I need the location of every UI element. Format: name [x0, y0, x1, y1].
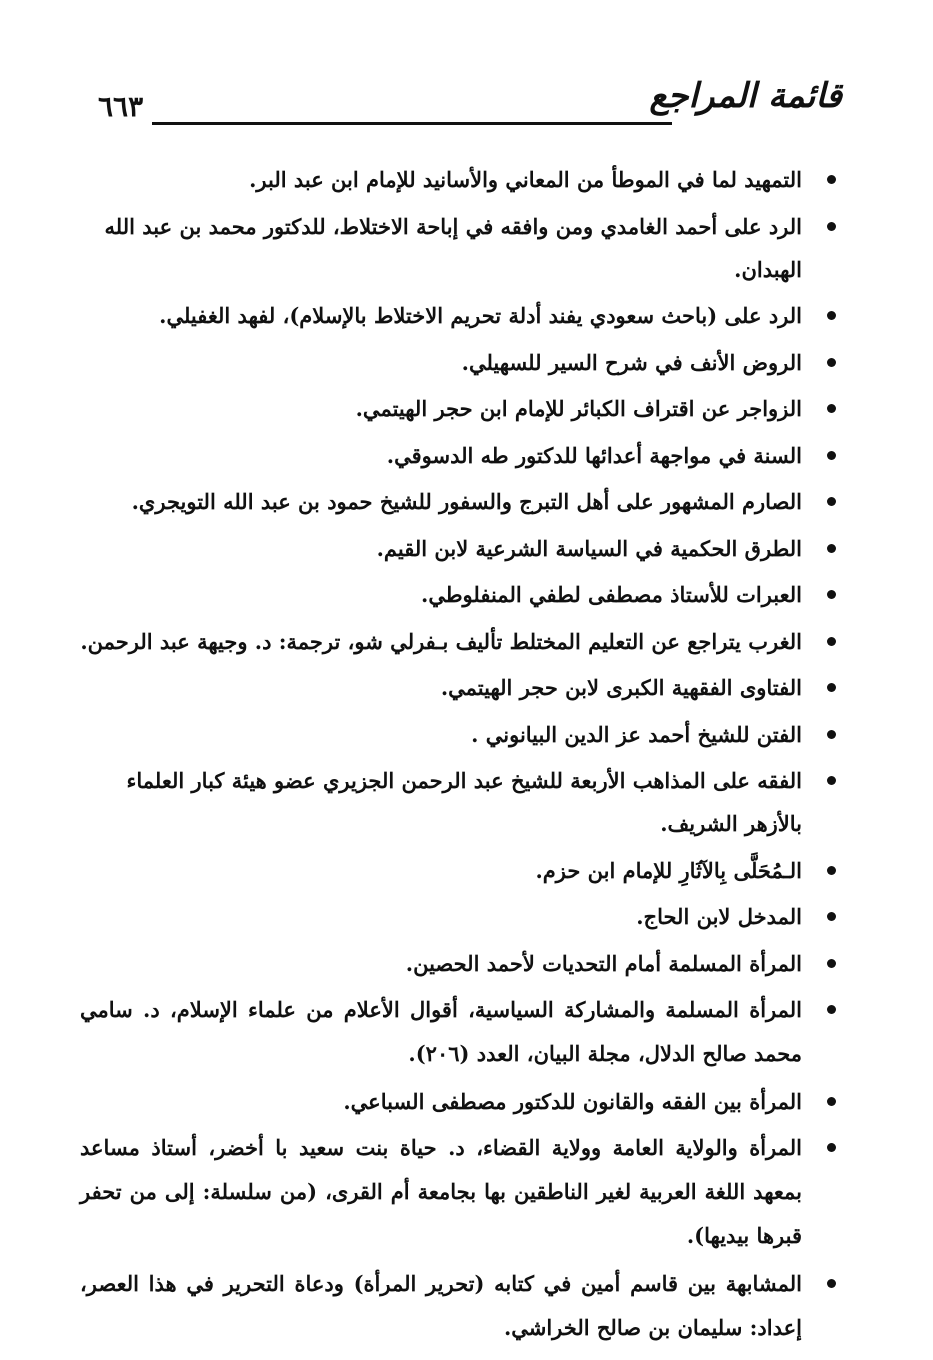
reference-item — [80, 205, 840, 291]
reference-text: الصارم المشهور على أهل التبرج والسفور للشيخ حمود بن عبد الله التويجري. — [131, 489, 802, 514]
reference-item — [80, 341, 840, 384]
bullet-icon — [827, 683, 836, 692]
reference-text: السنة في مواجهة أعدائها للدكتور طه الدسوقي. — [386, 442, 802, 468]
bullet-icon — [827, 637, 836, 646]
bullet-icon — [827, 1143, 836, 1152]
header-title: قائمة المراجع — [649, 76, 842, 116]
page-header — [90, 70, 842, 130]
reference-item — [80, 158, 840, 201]
bullet-icon — [827, 451, 836, 460]
bullet-icon — [827, 404, 836, 413]
reference-text: الروض الأنف في شرح السير للسهيلي. — [461, 349, 802, 375]
references-list — [80, 158, 840, 1353]
reference-item — [80, 527, 840, 570]
reference-text: الغرب يتراجع عن التعليم المختلط تأليف بـفرلي شو، ترجمة: د. وجيهة عبد الرحمن. — [80, 628, 802, 654]
reference-text: الطرق الحكمية في السياسة الشرعية لابن القيم. — [376, 535, 802, 561]
reference-text: الزواجر عن اقتراف الكبائر للإمام ابن حجر الهيتمي. — [355, 396, 802, 421]
reference-item — [80, 434, 840, 477]
bullet-icon — [827, 222, 836, 231]
reference-text: المدخل لابن الحاج. — [636, 904, 802, 929]
reference-item — [80, 294, 840, 337]
bullet-icon — [827, 1097, 836, 1106]
reference-text: التمهيد لما في الموطأ من المعاني والأسانيد للإمام ابن عبد البر. — [249, 167, 802, 192]
bullet-icon — [827, 776, 836, 785]
bullet-icon — [827, 959, 836, 968]
reference-text: المرأة المسلمة أمام التحديات لأحمد الحصين. — [405, 950, 802, 976]
reference-text: المشابهة بين قاسم أمين في كتابه (تحرير المرأة) ودعاة التحرير في هذا العصر، إعداد: سليمان بن صالح الخراشي. — [80, 1270, 802, 1340]
reference-text: المرأة والولاية العامة وولاية القضاء، د. حياة بنت سعيد با أخضر، أستاذ مساعد بمعهد اللغة العربية لغير الناطقين بها بجامعة أم القرى، (من سلسلة: إلى من تحفر قبرها بيديها). — [80, 1135, 802, 1248]
reference-item — [80, 988, 840, 1076]
reference-item — [80, 849, 840, 892]
bullet-icon — [827, 358, 836, 367]
reference-item — [80, 573, 840, 616]
bullet-icon — [827, 866, 836, 875]
reference-item — [80, 620, 840, 663]
reference-text: الـمُحَلَّى بِالآثَارِ للإمام ابن حزم. — [535, 857, 802, 883]
reference-text: المرأة بين الفقه والقانون للدكتور مصطفى السباعي. — [343, 1088, 802, 1114]
header-rule — [152, 122, 672, 125]
reference-text: العبرات للأستاذ مصطفى لطفي المنفلوطي. — [421, 582, 802, 607]
page-number: ٦٦٣ — [98, 90, 144, 123]
reference-text: الفتن للشيخ أحمد عز الدين البيانوني . — [471, 721, 802, 747]
reference-item — [80, 895, 840, 938]
reference-text: المرأة المسلمة والمشاركة السياسية، أقوال الأعلام من علماء الإسلام، د. سامي محمد صالح الدلال، مجلة البيان، العدد (٢٠٦). — [80, 997, 802, 1066]
reference-text: الفقه على المذاهب الأربعة للشيخ عبد الرحمن الجزيري عضو هيئة كبار العلماء بالأزهر الشريف. — [126, 768, 802, 836]
reference-item — [80, 387, 840, 430]
reference-item — [80, 942, 840, 985]
bullet-icon — [827, 544, 836, 553]
bullet-icon — [827, 1279, 836, 1288]
bullet-icon — [827, 497, 836, 506]
bullet-icon — [827, 1005, 836, 1014]
reference-text: الرد على أحمد الغامدي ومن وافقه في إباحة الاختلاط، للدكتور محمد بن عبد الله الهبدان. — [104, 213, 802, 282]
reference-item — [80, 1262, 840, 1350]
reference-text: الفتاوى الفقهية الكبرى لابن حجر الهيتمي. — [440, 675, 802, 700]
reference-item — [80, 759, 840, 845]
bullet-icon — [827, 912, 836, 921]
reference-text: الرد على (باحث سعودي يفند أدلة تحريم الاختلاط بالإسلام)، لفهد الغفيلي. — [159, 303, 802, 328]
bullet-icon — [827, 311, 836, 320]
reference-item — [80, 1080, 840, 1123]
reference-item — [80, 480, 840, 523]
reference-item — [80, 1126, 840, 1258]
reference-item — [80, 713, 840, 756]
bullet-icon — [827, 590, 836, 599]
bullet-icon — [827, 175, 836, 184]
bullet-icon — [827, 730, 836, 739]
reference-item — [80, 666, 840, 709]
